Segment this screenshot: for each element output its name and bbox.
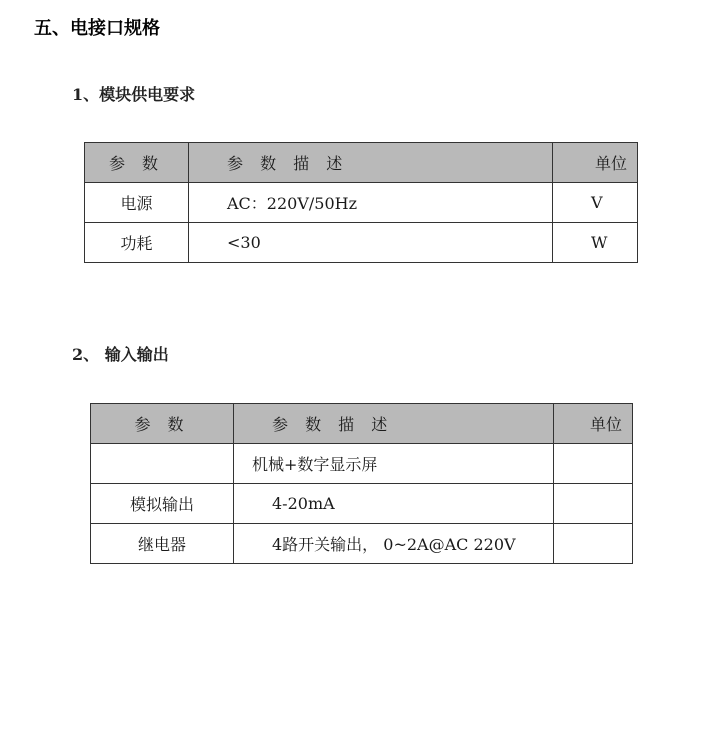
unit-cell: W (553, 223, 638, 263)
unit-cell (554, 484, 633, 524)
unit-cell (554, 444, 633, 484)
table-header-row (91, 404, 633, 444)
header-description: 参 数 描 述 (189, 143, 553, 183)
param-cell: 电源 (85, 183, 189, 223)
param-cell: 功耗 (85, 223, 189, 263)
table-row (91, 444, 633, 484)
header-param: 参 数 (91, 404, 234, 444)
power-requirements-table (84, 142, 638, 263)
table-row (91, 484, 633, 524)
io-table (90, 403, 633, 564)
param-cell (91, 444, 234, 484)
param-cell: 继电器 (91, 524, 234, 564)
header-param: 参 数 (85, 143, 189, 183)
description-cell: 机械+数字显示屏 (234, 444, 554, 484)
description-cell: AC：220V/50Hz (189, 183, 553, 223)
description-cell: 4路开关输出， 0~2A@AC 220V (234, 524, 554, 564)
section-title: 五、电接口规格 (34, 18, 160, 39)
table-row (85, 183, 638, 223)
header-unit: 单位 (554, 404, 633, 444)
table-header-row (85, 143, 638, 183)
io-heading: 2、 输入输出 (72, 345, 169, 364)
param-cell: 模拟输出 (91, 484, 234, 524)
description-cell: 4-20mA (234, 484, 554, 524)
power-requirements-heading: 1、模块供电要求 (72, 85, 196, 104)
table-row (91, 524, 633, 564)
description-cell: <30 (189, 223, 553, 263)
header-unit: 单位 (553, 143, 638, 183)
unit-cell (554, 524, 633, 564)
unit-cell: V (553, 183, 638, 223)
header-description: 参 数 描 述 (234, 404, 554, 444)
table-row (85, 223, 638, 263)
